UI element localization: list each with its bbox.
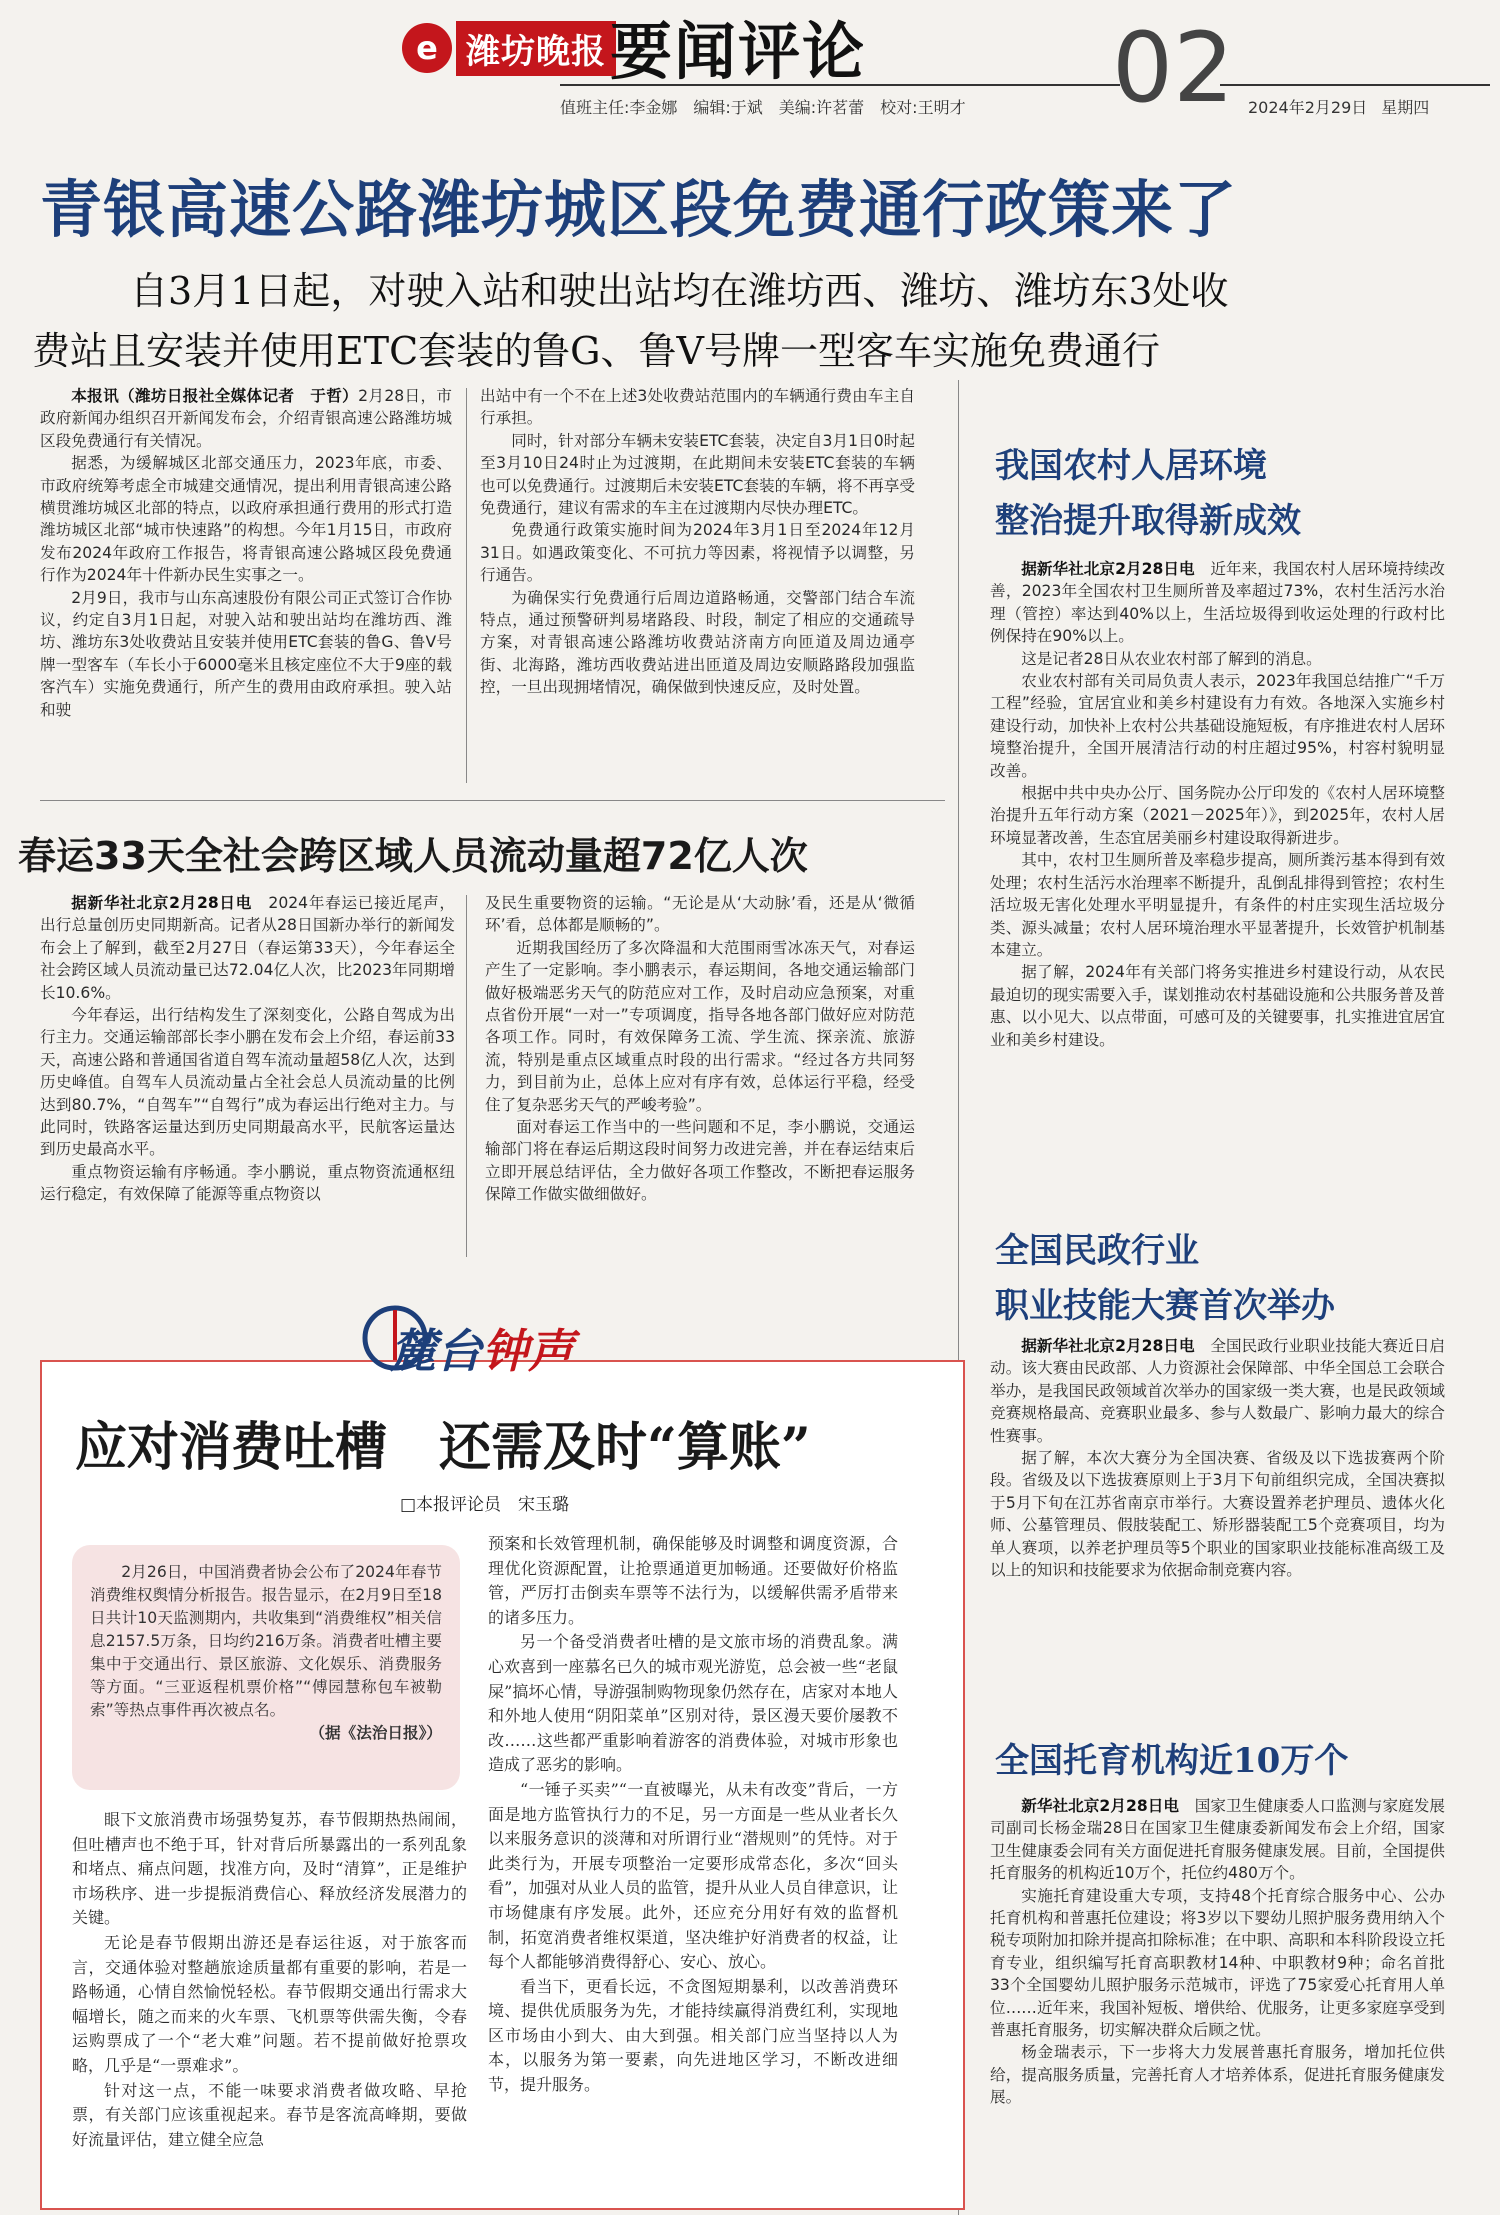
lead-c1-p1: 2月28日，市政府新闻办组织召开新闻发布会，介绍青银高速公路潍坊城区段免费通行有关情况。 (40, 387, 452, 450)
spring-c1-p2: 今年春运，出行结构发生了深刻变化，公路自驾成为出行主力。交通运输部部长李小鹏在发布会上介绍，春运前33天，高速公路和普通国省道自驾车流动量超58亿人次，达到历史峰值。自驾车人员流动量占全社会总人员流动量的比例达到80.7%，“自驾车”“自驾行”成为春运出行绝对主力。与此同时，铁路客运量达到历史同期最高水平，民航客运量达到历史最高水平。 (40, 1006, 455, 1159)
spring-c2-p2: 近期我国经历了多次降温和大范围雨雪冰冻天气，对春运产生了一定影响。李小鹏表示，春运期间，各地交通运输部门做好极端恶劣天气的防范应对工作，及时启动应急预案，对重点省份开展“一对一”专项调度，指导各地各部门做好应对防范各项工作。同时，有效保障务工流、学生流、探亲流、旅游流，特别是重点区域重点时段的出行需求。“经过各方共同努力，到目前为止，总体上应对有序有效，总体运行平稳，经受住了复杂恶劣天气的严峻考验”。 (485, 938, 915, 1114)
section-title: 要闻评论 (610, 15, 867, 88)
lead-subhead-2: 费站且安装并使用ETC套装的鲁G、鲁V号牌一型客车实施免费通行 (32, 329, 1160, 373)
civil-title-2: 职业技能大赛首次举办 (995, 1286, 1335, 1326)
column-brand (390, 1315, 574, 1381)
childcare-title: 全国托育机构近10万个 (995, 1741, 1349, 1781)
masthead-logo (402, 18, 632, 78)
lead-column-1 (40, 385, 452, 785)
rural-p3: 农业农村部有关司局负责人表示，2023年我国总结推广“千万工程”经验，宜居宜业和美乡村建设有力有效。各地深入实施乡村建设行动，加快补上农村公共基础设施短板，有序推进农村人居环境整治提升，全国开展清洁行动的村庄超过95%，村容村貌明显改善。 (990, 672, 1445, 780)
rural-body (990, 558, 1445, 1173)
pull-quote (72, 1545, 460, 1790)
spring-dateline: 据新华社北京2月28日电 (71, 894, 253, 912)
column-byline: □本报评论员 宋玉璐 (400, 1495, 570, 1515)
civil-dateline: 据新华社北京2月28日电 (1021, 1337, 1195, 1355)
col-c1-p1: 眼下文旅消费市场强势复苏，春节假期热热闹闹，但吐槽声也不绝于耳，针对背后所暴露出的一系列乱象和堵点、痛点问题，找准方向，及时“清算”，正是维护市场秩序、进一步提振消费信心、释放经济发展潜力的关键。 (72, 1810, 467, 1928)
rural-p5: 其中，农村卫生厕所普及率稳步提高，厕所粪污基本得到有效处理；农村生活污水治理率不断提升，乱倒乱排得到管控；农村生活垃圾无害化处理水平明显提升，有条件的村庄实现生活垃圾分类、源头减量；农村人居环境治理水平显著提升，长效管护机制基本建立。 (990, 851, 1445, 959)
rural-title-2: 整治提升取得新成效 (995, 501, 1301, 541)
spring-c2-p3: 面对春运工作当中的一些问题和不足，李小鹏说，交通运输部门将在春运后期这段时间努力改进完善，并在春运结束后立即开展总结评估，全力做好各项工作整改，不断把春运服务保障工作做实做细做好。 (485, 1118, 915, 1204)
lead-headline: 青银高速公路潍坊城区段免费通行政策来了 (40, 173, 1238, 246)
rural-p6: 据了解，2024年有关部门将务实推进乡村建设行动，从农民最迫切的现实需要入手，谋划推动农村基础设施和公共服务普及普惠、以小见大、以点带面，可感可及的关键要事，扎实推进宜居宜业和美乡村建设。 (990, 963, 1445, 1049)
rural-p1: 近年来，我国农村人居环境持续改善，2023年全国农村卫生厕所普及率超过73%，农村生活污水治理（管控）率达到40%以上，生活垃圾得到收运处理的行政村比例保持在90%以上。 (990, 560, 1445, 646)
column-divider (466, 388, 467, 783)
rural-title-1: 我国农村人居环境 (995, 446, 1267, 486)
childcare-dateline: 新华社北京2月28日电 (1021, 1797, 1180, 1815)
childcare-p3: 杨金瑞表示，下一步将大力发展普惠托育服务，增加托位供给，提高服务质量，完善托育人才培养体系，促进托育服务健康发展。 (990, 2043, 1445, 2107)
column-right-text (488, 1532, 898, 2202)
spring-c1-p3: 重点物资运输有序畅通。李小鹏说，重点物资流通枢纽运行稳定，有效保障了能源等重点物资以 (40, 1162, 455, 1204)
col-c2-p4: 看当下，更看长远，不贪图短期暴利，以改善消费环境、提供优质服务为先，才能持续赢得消费红利，实现地区市场由小到大、由大到强。相关部门应当坚持以人为本，以服务为第一要素，向先进地区学习，不断改进细节，提升服务。 (488, 1976, 898, 2095)
column-headline: 应对消费吐槽 还需及时“算账” (75, 1417, 811, 1478)
civil-body (990, 1335, 1445, 1680)
col-c2-p1: 预案和长效管理机制，确保能够及时调整和调度资源，合理优化资源配置，让抢票通道更加畅通。还要做好价格监管，严厉打击倒卖车票等不法行为，以缓解供需矛盾带来的诸多压力。 (488, 1534, 898, 1627)
childcare-body (990, 1795, 1445, 2210)
logo-text: 潍坊晚报 (456, 21, 616, 76)
col-c2-p3: “一锤子买卖”“一直被曝光，从未有改变”背后，一方面是地方监管执行力的不足，另一方面是一些从业者长久以来服务意识的淡薄和对所谓行业“潜规则”的凭恃。对于此类行为，开展专项整治一定要形成常态化，多次“回头看”，加强对从业人员的监管，提升从业人员自律意识，让市场健康有序发展。此外，还应充分用好有效的监督机制，拓宽消费者维权渠道，坚决维护好消费者的权益，让每个人都能够消费得舒心、安心、放心。 (488, 1779, 898, 1972)
spring-column-1 (40, 892, 455, 1260)
spring-c2-p1: 及民生重要物资的运输。“无论是从‘大动脉’看，还是从‘微循环’看，总体都是顺畅的”。 (485, 894, 915, 935)
civil-p1: 全国民政行业职业技能大赛近日启动。该大赛由民政部、人力资源社会保障部、中华全国总工会联合举办，是我国民政领域首次举办的国家级一类大赛，也是民政领域竞赛规格最高、竞赛职业最多、参与人数最广、影响力最大的综合性赛事。 (990, 1337, 1445, 1445)
rural-p4: 根据中共中央办公厅、国务院办公厅印发的《农村人居环境整治提升五年行动方案（2021－2025年）》，到2025年，农村人居环境显著改善，生态宜居美丽乡村建设取得新进步。 (990, 784, 1445, 847)
rural-p2: 这是记者28日从农业农村部了解到的消息。 (1021, 649, 1322, 668)
section-rule (40, 800, 945, 801)
lead-c2-p3: 免费通行政策实施时间为2024年3月1日至2024年12月31日。如遇政策变化、不可抗力等因素，将视情予以调整，另行通告。 (480, 521, 915, 585)
issue-date (1248, 95, 1429, 118)
civil-title-1: 全国民政行业 (995, 1231, 1199, 1271)
spring-headline: 春运33天全社会跨区域人员流动量超72亿人次 (18, 834, 808, 878)
brand-part-b: 钟声 (482, 1324, 574, 1378)
lead-subhead-1: 自3月1日起，对驶入站和驶出站均在潍坊西、潍坊、潍坊东3处收 (130, 269, 1229, 313)
spring-c1-p1: 2024年春运已接近尾声，出行总量创历史同期新高。记者从28日国新办举行的新闻发布会上了解到，截至2月27日（春运第33天），今年春运全社会跨区域人员流动量已达72.04亿人次，比2023年同期增长10.6%。 (40, 894, 455, 1002)
childcare-p1: 国家卫生健康委人口监测与家庭发展司副司长杨金瑞28日在国家卫生健康委新闻发布会上介绍，国家卫生健康委会同有关方面促进托育服务健康发展。目前，全国提供托育服务的机构近10万个，托位约480万个。 (990, 1797, 1445, 1883)
lead-c1-p2: 据悉，为缓解城区北部交通压力，2023年底，市委、市政府统筹考虑全市城建交通情况，提出利用青银高速公路横贯潍坊城区北部的特点，以政府承担通行费用的形式打造潍坊城区北部“城市快速路”的构想。今年1月15日，市政府发布2024年政府工作报告，将青银高速公路城区段免费通行作为2024年十件新办民生实事之一。 (40, 454, 452, 585)
column-left-text (72, 1808, 467, 2203)
page-number: 02 (1112, 12, 1235, 124)
staff-credits: 值班主任:李金娜 编辑:于斌 美编:许茗蕾 校对:王明才 (560, 98, 966, 117)
lead-byline: 本报讯（潍坊日报社全媒体记者 于哲） (71, 387, 359, 405)
lead-c2-p4: 为确保实行免费通行后周边道路畅通，交警部门结合车流特点，通过预警研判易堵路段、时段，制定了相应的交通疏导方案，对青银高速公路潍坊收费站济南方向匝道及周边通亭街、北海路，潍坊西收费站进出匝道及周边安顺路路段加强监控，一旦出现拥堵情况，确保做到快速反应，及时处置。 (480, 588, 915, 697)
column-divider (466, 895, 467, 1257)
childcare-p2: 实施托育建设重大专项，支持48个托育综合服务中心、公办托育机构和普惠托位建设；将3岁以下婴幼儿照护服务费用纳入个税专项附加扣除并提高扣除标准；在中职、高职和本科阶段设立托育专业，组织编写托育高职教材14种、中职教材9种；命名首批33个全国婴幼儿照护服务示范城市，评选了75家爱心托育用人单位……近年来，我国补短板、增供给、优服务，让更多家庭享受到普惠托育服务，切实解决群众后顾之忧。 (990, 1886, 1445, 2040)
header-rule-right (1220, 84, 1490, 86)
weekday-text: 星期四 (1381, 98, 1430, 117)
quote-text: 2月26日，中国消费者协会公布了2024年春节消费维权舆情分析报告。报告显示，在2月9日至18日共计10天监测期内，共收集到“消费维权”相关信息2157.5万条，日均约216万条。消费者吐槽主要集中于交通出行、景区旅游、文化娱乐、消费服务等方面。“三亚返程机票价格”“傅园慧称包车被勒索”等热点事件再次被点名。 (90, 1563, 442, 1719)
logo-mark: e (402, 23, 452, 73)
brand-part-a: 麓台 (390, 1324, 482, 1378)
lead-c2-p1: 出站中有一个不在上述3处收费站范围内的车辆通行费由车主自行承担。 (480, 387, 915, 428)
civil-p2: 据了解，本次大赛分为全国决赛、省级及以下选拔赛两个阶段。省级及以下选拔赛原则上于3月下旬前组织完成，全国决赛拟于5月下旬在江苏省南京市举行。大赛设置养老护理员、遗体火化师、公墓管理员、假肢装配工、矫形器装配工5个竞赛项目，均为单人赛项，以养老护理员等5个职业的国家职业技能标准高级工及以上的知识和技能要求为依据命制竞赛内容。 (990, 1449, 1445, 1580)
header-rule (560, 84, 1120, 86)
lead-column-2 (480, 385, 915, 785)
col-c1-p2: 无论是春节假期出游还是春运往返，对于旅客而言，交通体验对整趟旅途质量都有重要的影响，若是一路畅通，心情自然愉悦轻松。春节假期交通出行需求大幅增长，随之而来的火车票、飞机票等供需失衡，令春运购票成了一个“老大难”问题。若不提前做好抢票攻略，几乎是“一票难求”。 (72, 1932, 467, 2075)
lead-c1-p3: 2月9日，我市与山东高速股份有限公司正式签订合作协议，约定自3月1日起，对驶入站和驶出站均在潍坊西、潍坊、潍坊东3处收费站且安装并使用ETC套装的鲁G、鲁V号牌一型客车（车长小于6000毫米且核定座位不大于9座的载客汽车）实施免费通行，所产生的费用由政府承担。驶入站和驶 (40, 588, 452, 719)
spring-column-2 (485, 892, 915, 1260)
col-c1-p3: 针对这一点，不能一味要求消费者做攻略、早抢票，有关部门应该重视起来。春节是客流高峰期，要做好流量评估，建立健全应急 (72, 2080, 467, 2149)
lead-c2-p2: 同时，针对部分车辆未安装ETC套装，决定自3月1日0时起至3月10日24时止为过渡期，在此期间未安装ETC套装的车辆也可以免费通行。过渡期后未安装ETC套装的车辆，将不再享受免费通行，建议有需求的车主在过渡期内尽快办理ETC。 (480, 431, 915, 518)
quote-source: （据《法治日报》） (309, 1724, 442, 1742)
col-c2-p2: 另一个备受消费者吐槽的是文旅市场的消费乱象。满心欢喜到一座慕名已久的城市观光游览，总会被一些“老鼠屎”搞坏心情，导游强制购物现象仍然存在，店家对本地人和外地人使用“阴阳菜单”区别对待，景区漫天要价屡教不改……这些都严重影响着游客的消费体验，对城市形象也造成了恶劣的影响。 (488, 1632, 898, 1775)
date-text: 2024年2月29日 (1248, 98, 1368, 117)
rural-dateline: 据新华社北京2月28日电 (1021, 560, 1195, 578)
